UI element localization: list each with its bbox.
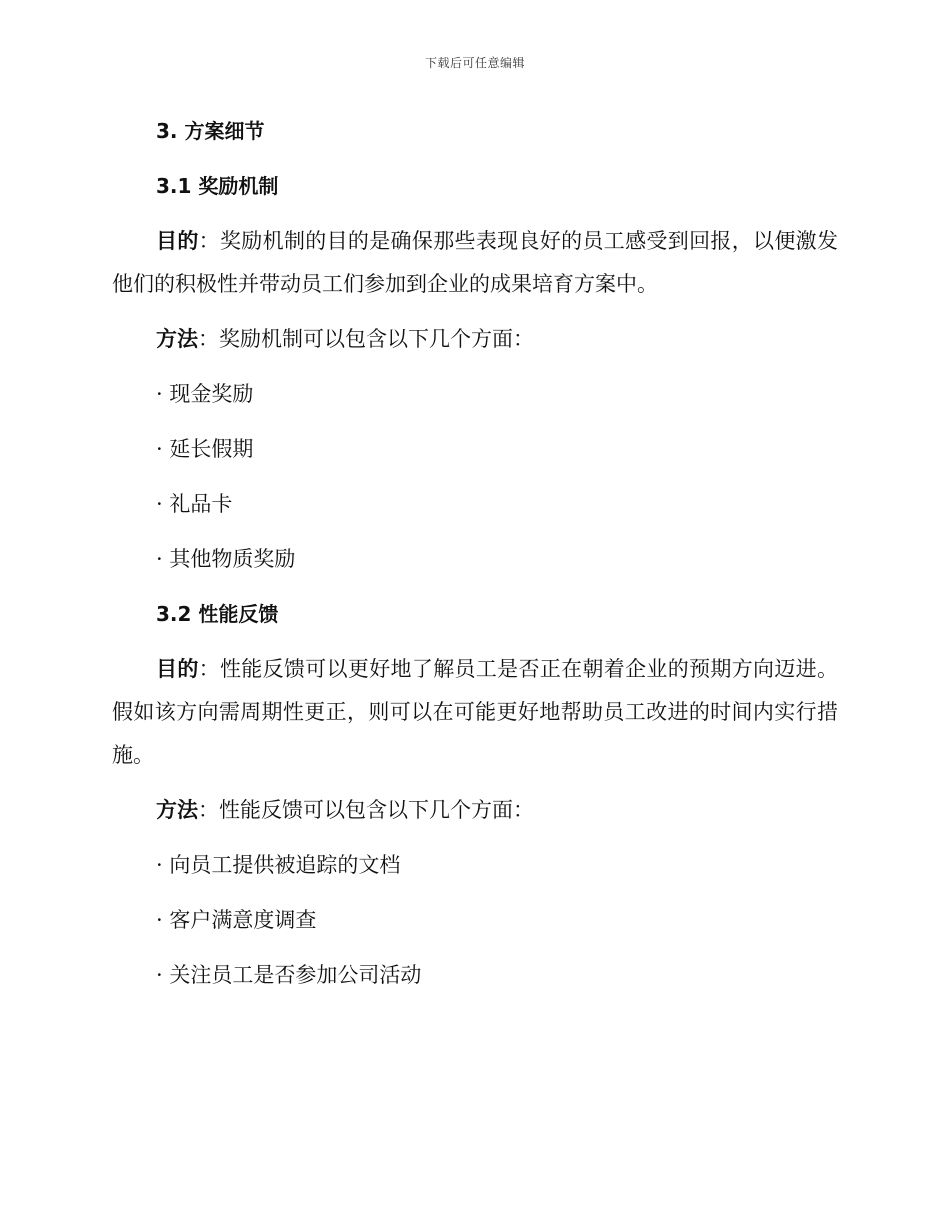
list-item: · 向员工提供被追踪的文档 [156,853,401,877]
method-label: 方法 [156,327,198,351]
feedback-method-paragraph [112,789,838,832]
purpose-text: ：性能反馈可以更好地了解员工是否正在朝着企业的预期方向迈进。假如该方向需周期性更正，则可以在可能更好地帮助员工改进的时间内实行措施。 [112,657,839,767]
list-item: · 延长假期 [156,437,254,461]
rewards-purpose-paragraph [112,220,838,306]
feedback-purpose-paragraph [112,648,838,777]
list-item: · 关注员工是否参加公司活动 [156,963,422,987]
list-item: · 现金奖励 [156,382,254,406]
method-text: ：奖励机制可以包含以下几个方面： [198,327,534,351]
method-text: ：性能反馈可以包含以下几个方面： [198,798,534,822]
list-item: · 礼品卡 [156,492,233,516]
list-item: · 客户满意度调查 [156,908,317,932]
method-label: 方法 [156,798,198,822]
purpose-label: 目的 [156,229,199,253]
header-note: 下载后可任意编辑 [424,56,525,70]
purpose-label: 目的 [156,657,199,681]
subsection-title-feedback: 3.2 性能反馈 [156,602,279,626]
subsection-title-rewards: 3.1 奖励机制 [156,174,279,198]
document-content [112,110,838,997]
list-item: · 其他物质奖励 [156,547,296,571]
purpose-text: ：奖励机制的目的是确保那些表现良好的员工感受到回报，以便激发他们的积极性并带动员工们参加到企业的成果培育方案中。 [112,229,839,296]
section-title: 3. 方案细节 [156,119,265,143]
rewards-method-paragraph [112,318,838,361]
